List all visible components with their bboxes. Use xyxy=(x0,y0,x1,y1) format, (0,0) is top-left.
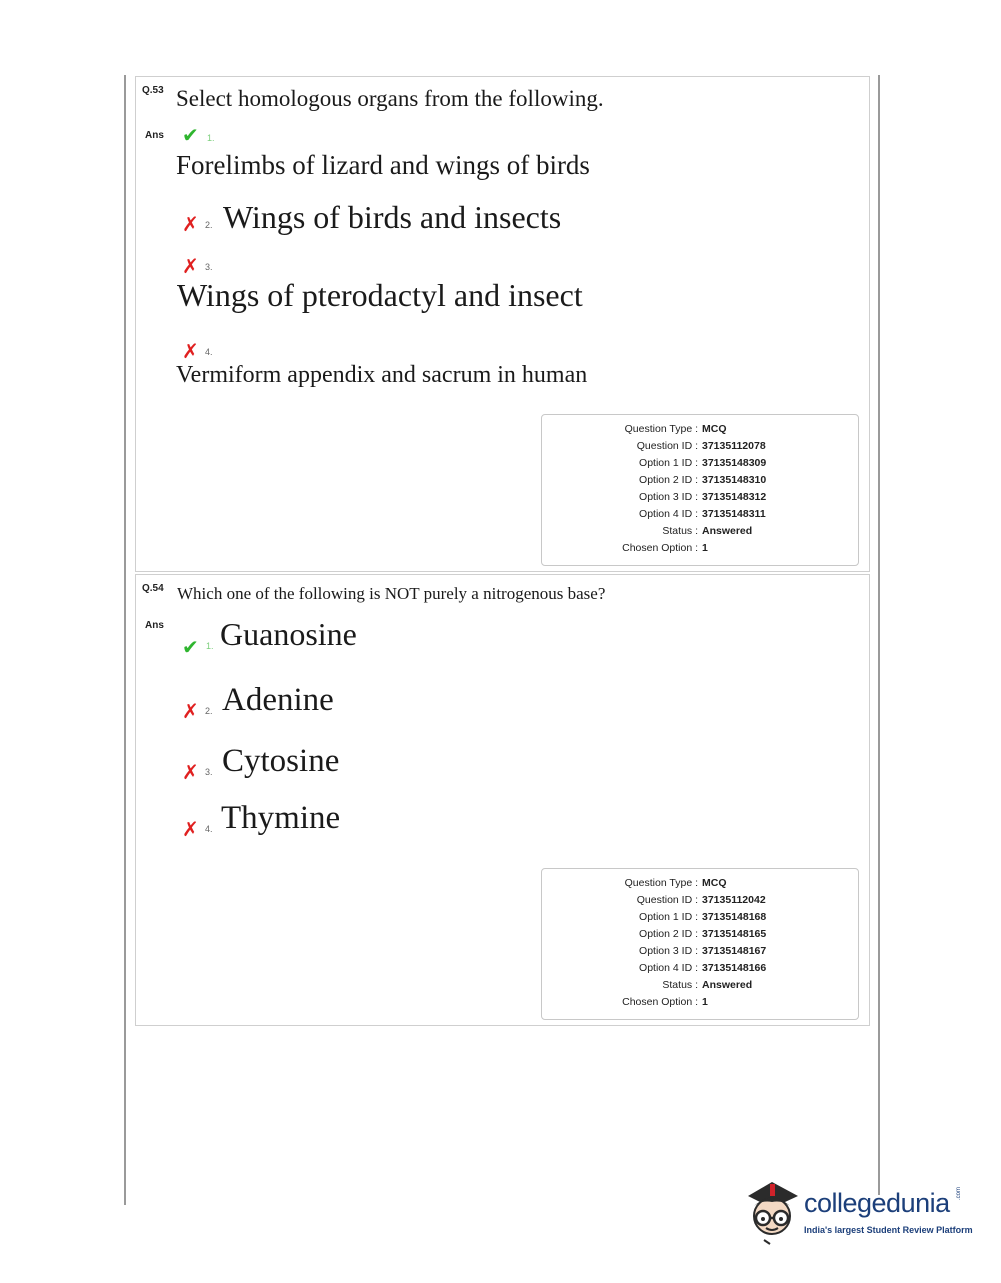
info-row: Question ID : 37135112078 xyxy=(636,440,766,452)
logo-tagline: India's largest Student Review Platform xyxy=(804,1225,973,1235)
collegedunia-logo xyxy=(742,1176,982,1246)
cross-icon: ✗ xyxy=(182,760,199,784)
option-number: 1. xyxy=(207,133,215,143)
option-number: 4. xyxy=(205,347,213,357)
question-info-box xyxy=(541,868,859,1020)
option-text: Thymine xyxy=(221,800,341,836)
cross-icon: ✗ xyxy=(182,212,199,236)
mascot-icon xyxy=(742,1176,802,1246)
info-row: Option 3 ID : 37135148167 xyxy=(639,945,767,957)
option-text: Wings of birds and insects xyxy=(223,199,562,235)
question-block-53 xyxy=(135,76,870,572)
ans-label: Ans xyxy=(145,130,164,141)
ans-label: Ans xyxy=(145,620,164,631)
question-info-box xyxy=(541,414,859,566)
option-text: Guanosine xyxy=(220,616,357,652)
question-text: Which one of the following is NOT purely a nitrogenous base? xyxy=(177,584,606,603)
page-left-border xyxy=(124,75,126,1205)
option-text: Wings of pterodactyl and insect xyxy=(177,277,583,313)
info-row: Chosen Option : 1 xyxy=(622,542,708,554)
info-row: Option 4 ID : 37135148166 xyxy=(639,962,767,974)
check-icon: ✔ xyxy=(182,635,199,659)
info-row: Status : Answered xyxy=(662,525,753,537)
question-text: Select homologous organs from the following. xyxy=(176,86,604,111)
logo-wordmark: collegedunia xyxy=(804,1188,950,1218)
option-number: 4. xyxy=(205,824,213,834)
cross-icon: ✗ xyxy=(182,339,199,363)
page-right-border xyxy=(878,75,880,1195)
info-row: Option 1 ID : 37135148309 xyxy=(639,457,767,469)
info-row: Chosen Option : 1 xyxy=(622,996,708,1008)
question-number: Q.54 xyxy=(142,583,164,594)
option-number: 3. xyxy=(205,262,213,272)
cross-icon: ✗ xyxy=(182,817,199,841)
question-block-54 xyxy=(135,574,870,1026)
info-row: Option 2 ID : 37135148310 xyxy=(639,474,767,486)
option-text: Cytosine xyxy=(222,743,340,779)
check-icon: ✔ xyxy=(182,123,199,147)
option-text: Forelimbs of lizard and wings of birds xyxy=(176,150,590,180)
info-row: Option 1 ID : 37135148168 xyxy=(639,911,767,923)
question-number: Q.53 xyxy=(142,85,164,96)
option-text: Adenine xyxy=(222,682,334,718)
option-number: 1. xyxy=(206,641,214,651)
option-number: 3. xyxy=(205,767,213,777)
cross-icon: ✗ xyxy=(182,254,199,278)
option-number: 2. xyxy=(205,220,213,230)
logo-suffix: .com xyxy=(956,1186,962,1200)
info-row: Option 2 ID : 37135148165 xyxy=(639,928,767,940)
option-number: 2. xyxy=(205,706,213,716)
info-row: Question Type : MCQ xyxy=(624,423,727,435)
option-text: Vermiform appendix and sacrum in human xyxy=(176,362,588,388)
info-row: Option 4 ID : 37135148311 xyxy=(639,508,766,520)
info-row: Question Type : MCQ xyxy=(624,877,727,889)
cross-icon: ✗ xyxy=(182,699,199,723)
info-row: Status : Answered xyxy=(662,979,753,991)
info-row: Question ID : 37135112042 xyxy=(636,894,766,906)
info-row: Option 3 ID : 37135148312 xyxy=(639,491,767,503)
